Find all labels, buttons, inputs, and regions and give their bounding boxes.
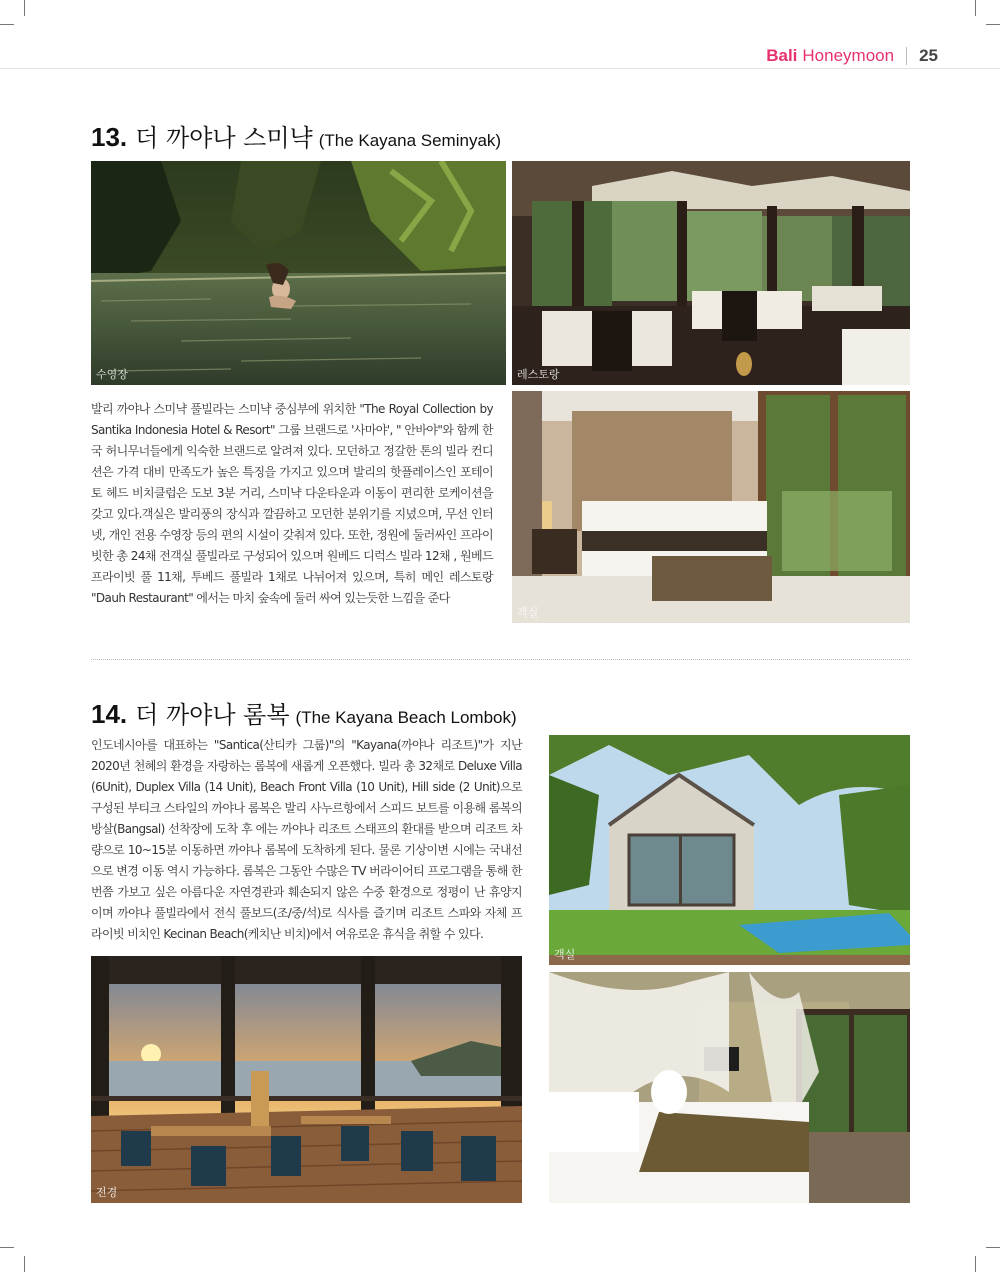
section-13-body: 발리 까야나 스미냑 풀빌라는 스미냑 중심부에 위치한 "The Royal Collection by Santika Indonesia Hotel & Resort" 그룹 브랜드로 '사마야', " 안바야"와 함께 한국 허니무너들에게 익숙한 브랜드로 알려져 있다. 모던하고 정갈한 톤의 빌라 컨디션은 가격 대비 만족도가 높은 특징을 가지고 있으며 발리의 핫플레이스인 포테이토 헤드 비치클럽은 도보 3분 거리, 스미냑 다운타운과 이동이 편리한 로케이션을 갖고 있다.객실은 발리풍의 장식과 깔끔하고 모던한 분위기를 지녔으며, 무선 인터넷, 개인 전용 수영장 등의 편의 시설이 갖춰져 있다. 또한, 정원에 둘러싸인 프라이빗한 총 24채 전객실 풀빌라로 구성되어 있으며 원베드 디럭스 빌라 12채 , 원베드 프라이빗 풀 11채, 투베드 풀빌라 1채로 나뉘어져 있으며, 특히 메인 레스토랑 "Dauh Restaurant" 에서는 마치 숲속에 둘러 싸여 있는듯한 느낌을 준다 xyxy=(91,402,493,605)
section-14-body: 인도네시아를 대표하는 "Santica(산티카 그룹)"의 "Kayana(까야나 리조트)"가 지난 2020년 천혜의 환경을 자랑하는 롬복에 새롭게 오픈했다. 빌라 총 32채로 Deluxe Villa (6Unit), Duplex Villa (14 Unit), Beach Front Villa (10 Unit), Hill side (2 Unit)으로 구성된 부티크 스타일의 까야나 롬복은 발리 사누르항에서 스피드 보트를 이용해 롬복의 방살(Bangsal) 선착장에 도착 후 에는 까야나 리조트 스태프의 환대를 받으며 리조트 차량으로 10~15분 이동하면 까야나 롬복에 도착하게 된다. 물론 기상이변 시에는 국내선으로 변경 이동 역시 가능하다. 롬복은 그동안 수많은 TV 버라이어티 프로그램을 통해 한번쯤 가보고 싶은 아름다운 자연경관과 훼손되지 않은 수중 환경으로 정평이 난 휴양지이며 까야나 풀빌라에서 전식 풀보드(조/중/석)로 식사를 즐기며 리조트 스파와 자체 프라이빗 비치인 Kecinan Beach(케치난 비치)에서 여유로운 휴식을 취할 수 있다. xyxy=(91,738,522,941)
section-13-title xyxy=(91,118,501,153)
section-divider xyxy=(91,659,910,660)
pool-photo xyxy=(91,161,506,385)
crop-mark xyxy=(986,24,1000,25)
section-number: 13. xyxy=(91,122,128,152)
photo-caption: 전경 xyxy=(96,1186,118,1199)
section-number: 14. xyxy=(91,699,128,729)
bedroom-photo xyxy=(549,972,910,1203)
section-title-english: (The Kayana Beach Lombok) xyxy=(295,708,517,727)
running-head xyxy=(766,44,938,68)
crop-mark xyxy=(986,1247,1000,1248)
photo-caption: 객실 xyxy=(517,606,539,619)
section-title-korean: 더 까야나 스미냑 xyxy=(135,124,313,152)
header-rule xyxy=(0,68,1000,69)
crop-mark xyxy=(24,0,25,16)
villa-exterior-photo xyxy=(549,735,910,965)
photo-caption: 객실 xyxy=(554,948,576,961)
section-title-english: (The Kayana Seminyak) xyxy=(318,131,502,150)
crop-mark xyxy=(975,1256,976,1272)
section-title-korean: 더 까야나 롬복 xyxy=(135,701,290,729)
crop-mark xyxy=(0,1247,14,1248)
crop-mark xyxy=(0,24,14,25)
photo-caption: 레스토랑 xyxy=(517,368,560,381)
photo-caption: 수영장 xyxy=(96,368,128,381)
panorama-photo xyxy=(91,956,522,1203)
running-head-brand: Bali xyxy=(766,46,798,65)
section-14-title xyxy=(91,695,517,730)
crop-mark xyxy=(975,0,976,16)
page-number: 25 xyxy=(919,46,938,65)
crop-mark xyxy=(24,1256,25,1272)
running-head-title: Honeymoon xyxy=(802,46,895,65)
guestroom-photo xyxy=(512,391,910,623)
restaurant-photo xyxy=(512,161,910,385)
running-head-divider xyxy=(906,47,907,65)
